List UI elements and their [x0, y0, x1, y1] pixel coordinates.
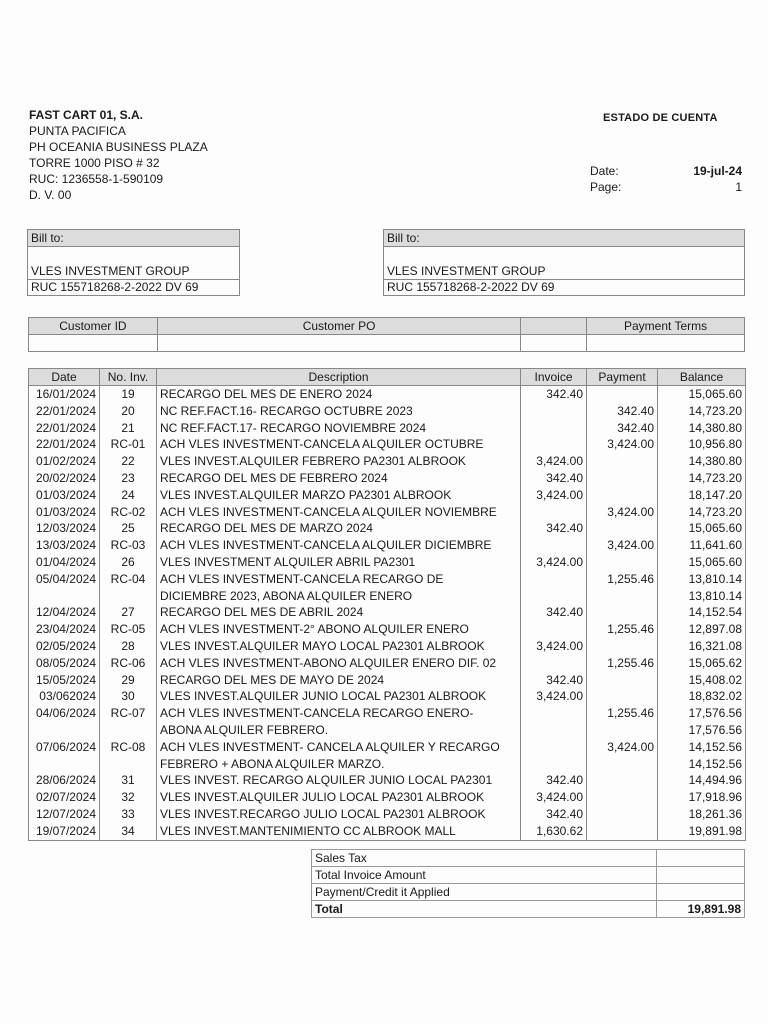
ledger-date: 02/07/2024 [29, 789, 100, 806]
ledger-date: 01/03/2024 [29, 487, 100, 504]
table-row [29, 739, 746, 756]
ledger-date: 16/01/2024 [29, 386, 100, 403]
ledger-invoice-amount: 3,424.00 [521, 487, 587, 504]
ledger-payment-amount [587, 823, 658, 840]
total-invoice-row [312, 867, 745, 884]
ledger-date: 13/03/2024 [29, 537, 100, 554]
ledger-invoice-amount: 342.40 [521, 470, 587, 487]
table-row [29, 504, 746, 521]
table-row [29, 470, 746, 487]
ledger-balance: 17,576.56 [658, 705, 746, 722]
ledger-inv-number: 34 [100, 823, 157, 840]
ledger-balance: 18,261.36 [658, 806, 746, 823]
ledger-inv-number: 28 [100, 638, 157, 655]
company-address-line: TORRE 1000 PISO # 32 [29, 156, 160, 170]
ledger-inv-number: 31 [100, 772, 157, 789]
ledger-invoice-amount: 342.40 [521, 772, 587, 789]
ledger-description: ACH VLES INVESTMENT-2° ABONO ALQUILER ENERO [157, 621, 521, 638]
ledger-description: NC REF.FACT.16- RECARGO OCTUBRE 2023 [157, 403, 521, 420]
company-address-line: PUNTA PACIFICA [29, 124, 126, 138]
table-row [29, 453, 746, 470]
summary-label: Payment/Credit it Applied [312, 884, 657, 901]
ledger-balance: 15,408.02 [658, 672, 746, 689]
ledger-balance: 15,065.60 [658, 554, 746, 571]
ledger-description: VLES INVEST.ALQUILER JULIO LOCAL PA2301 ALBROOK [157, 789, 521, 806]
ledger-payment-amount [587, 487, 658, 504]
table-row [29, 554, 746, 571]
ledger-invoice-amount: 3,424.00 [521, 453, 587, 470]
ledger-balance: 13,810.14 [658, 588, 746, 605]
ledger-description: ACH VLES INVESTMENT-CANCELA RECARGO ENERO- [157, 705, 521, 722]
ledger-description: ACH VLES INVESTMENT- CANCELA ALQUILER Y RECARGO [157, 739, 521, 756]
customer-id-value [29, 335, 158, 352]
customer-po-header: Customer PO [157, 318, 520, 335]
ledger-description: VLES INVEST.ALQUILER MARZO PA2301 ALBROOK [157, 487, 521, 504]
customer-po-value [157, 335, 520, 352]
ledger-payment-amount: 1,255.46 [587, 705, 658, 722]
ledger-date: 15/05/2024 [29, 672, 100, 689]
table-row [29, 588, 746, 605]
ledger-payment-amount [587, 772, 658, 789]
ledger-inv-number [100, 722, 157, 739]
table-row [29, 638, 746, 655]
ledger-invoice-amount [521, 722, 587, 739]
ledger-date: 02/05/2024 [29, 638, 100, 655]
ledger-invoice-amount: 342.40 [521, 386, 587, 403]
ledger-inv-number: 30 [100, 688, 157, 705]
table-row [29, 672, 746, 689]
ledger-balance: 14,723.20 [658, 403, 746, 420]
bill-to-ruc: RUC 155718268-2-2022 DV 69 [384, 280, 744, 296]
ledger-payment-amount [587, 756, 658, 773]
ledger-description: RECARGO DEL MES DE MAYO DE 2024 [157, 672, 521, 689]
ledger-invoice-amount [521, 739, 587, 756]
ledger-inv-number: 26 [100, 554, 157, 571]
ledger-inv-number: 24 [100, 487, 157, 504]
ledger-invoice-amount [521, 621, 587, 638]
ledger-payment-amount: 3,424.00 [587, 504, 658, 521]
ledger-invoice-amount [521, 571, 587, 588]
ledger-description: ACH VLES INVESTMENT-CANCELA ALQUILER NOVIEMBRE [157, 504, 521, 521]
summary-value [657, 884, 745, 901]
ledger-inv-number: 22 [100, 453, 157, 470]
payment-terms-header: Payment Terms [587, 318, 745, 335]
table-row [29, 436, 746, 453]
ledger-payment-amount: 1,255.46 [587, 621, 658, 638]
ledger-description: VLES INVEST.ALQUILER JUNIO LOCAL PA2301 ALBROOK [157, 688, 521, 705]
ledger-date: 23/04/2024 [29, 621, 100, 638]
ledger-payment-amount [587, 520, 658, 537]
ledger-date: 28/06/2024 [29, 772, 100, 789]
table-row [29, 756, 746, 773]
ledger-payment-amount: 3,424.00 [587, 739, 658, 756]
ledger-inv-number: 32 [100, 789, 157, 806]
ledger-date: 12/04/2024 [29, 604, 100, 621]
table-row [29, 688, 746, 705]
table-row [29, 705, 746, 722]
ledger-payment-amount [587, 638, 658, 655]
ledger-date: 19/07/2024 [29, 823, 100, 840]
ledger-inv-number [100, 588, 157, 605]
ledger-balance: 14,380.80 [658, 420, 746, 437]
ledger-payment-amount [587, 470, 658, 487]
summary-label: Total Invoice Amount [312, 867, 657, 884]
ledger-date: 01/04/2024 [29, 554, 100, 571]
document-meta [590, 163, 742, 195]
ledger-invoice-amount [521, 655, 587, 672]
bill-to-box-left [27, 229, 240, 297]
ledger-inv-number: 33 [100, 806, 157, 823]
ledger-payment-amount [587, 672, 658, 689]
customer-id-header: Customer ID [29, 318, 158, 335]
ledger-payment-amount: 3,424.00 [587, 537, 658, 554]
ledger-payment-amount [587, 806, 658, 823]
description-column-header: Description [157, 369, 521, 386]
payment-column-header: Payment [587, 369, 658, 386]
ledger-inv-number: 27 [100, 604, 157, 621]
invoice-column-header: Invoice [521, 369, 587, 386]
ledger-balance: 14,723.20 [658, 470, 746, 487]
ledger-balance: 16,321.08 [658, 638, 746, 655]
ledger-inv-number: RC-07 [100, 705, 157, 722]
payment-credit-row [312, 884, 745, 901]
table-row [29, 823, 746, 840]
ledger-description: VLES INVEST.ALQUILER MAYO LOCAL PA2301 ALBROOK [157, 638, 521, 655]
ledger-inv-number: 23 [100, 470, 157, 487]
ledger-payment-amount: 1,255.46 [587, 571, 658, 588]
ledger-payment-amount [587, 722, 658, 739]
ledger-date: 01/02/2024 [29, 453, 100, 470]
ledger-balance: 15,065.60 [658, 386, 746, 403]
ledger-description: ACH VLES INVESTMENT-CANCELA RECARGO DE [157, 571, 521, 588]
table-row [29, 789, 746, 806]
ledger-description: VLES INVESTMENT ALQUILER ABRIL PA2301 [157, 554, 521, 571]
ledger-payment-amount [587, 453, 658, 470]
ledger-balance: 10,956.80 [658, 436, 746, 453]
ledger-description: ABONA ALQUILER FEBRERO. [157, 722, 521, 739]
ledger-inv-number: RC-03 [100, 537, 157, 554]
ledger-table [28, 368, 746, 841]
ledger-balance: 19,891.98 [658, 823, 746, 840]
ledger-payment-amount: 1,255.46 [587, 655, 658, 672]
ledger-balance: 12,897.08 [658, 621, 746, 638]
page-label: Page: [590, 180, 622, 194]
company-name: FAST CART 01, S.A. [29, 108, 144, 122]
ledger-balance: 14,152.54 [658, 604, 746, 621]
summary-value [657, 850, 745, 867]
ledger-inv-number: 21 [100, 420, 157, 437]
ledger-description: ACH VLES INVESTMENT-CANCELA ALQUILER OCTUBRE [157, 436, 521, 453]
ledger-balance: 17,576.56 [658, 722, 746, 739]
bill-to-name: VLES INVESTMENT GROUP [384, 264, 744, 280]
company-dv: D. V. 00 [29, 188, 72, 202]
ledger-description: RECARGO DEL MES DE ENERO 2024 [157, 386, 521, 403]
ledger-description: NC REF.FACT.17- RECARGO NOVIEMBRE 2024 [157, 420, 521, 437]
table-row [29, 571, 746, 588]
ledger-description: VLES INVEST.ALQUILER FEBRERO PA2301 ALBROOK [157, 453, 521, 470]
balance-column-header: Balance [658, 369, 746, 386]
ledger-balance: 18,147.20 [658, 487, 746, 504]
ledger-inv-number: 25 [100, 520, 157, 537]
ledger-invoice-amount: 3,424.00 [521, 688, 587, 705]
ledger-date: 01/03/2024 [29, 504, 100, 521]
ledger-invoice-amount: 3,424.00 [521, 638, 587, 655]
ledger-inv-number: RC-08 [100, 739, 157, 756]
ledger-description: RECARGO DEL MES DE FEBRERO 2024 [157, 470, 521, 487]
bill-to-header: Bill to: [383, 229, 745, 247]
ledger-inv-number: RC-06 [100, 655, 157, 672]
ledger-invoice-amount: 342.40 [521, 604, 587, 621]
table-row [29, 621, 746, 638]
ledger-invoice-amount [521, 420, 587, 437]
ledger-inv-number [100, 756, 157, 773]
ledger-date [29, 722, 100, 739]
ledger-balance: 14,494.96 [658, 772, 746, 789]
ledger-inv-number: RC-05 [100, 621, 157, 638]
bill-to-box-right [383, 229, 745, 297]
ledger-payment-amount [587, 554, 658, 571]
ledger-date: 22/01/2024 [29, 403, 100, 420]
payment-terms-value [587, 335, 745, 352]
ledger-payment-amount [587, 688, 658, 705]
ledger-date: 08/05/2024 [29, 655, 100, 672]
ledger-invoice-amount: 342.40 [521, 520, 587, 537]
table-row [29, 604, 746, 621]
ledger-inv-number: RC-01 [100, 436, 157, 453]
total-label: Total [312, 901, 657, 918]
ledger-payment-amount [587, 588, 658, 605]
total-value: 19,891.98 [657, 901, 745, 918]
ledger-invoice-amount [521, 756, 587, 773]
ledger-payment-amount [587, 789, 658, 806]
ledger-balance: 18,832.02 [658, 688, 746, 705]
company-ruc: RUC: 1236558-1-590109 [29, 172, 164, 186]
ledger-date: 03/062024 [29, 688, 100, 705]
table-row [29, 655, 746, 672]
ledger-invoice-amount [521, 705, 587, 722]
ledger-balance: 14,380.80 [658, 453, 746, 470]
summary-value [657, 867, 745, 884]
date-value: 19-jul-24 [693, 164, 742, 178]
ledger-invoice-amount [521, 537, 587, 554]
summary-label: Sales Tax [312, 850, 657, 867]
ledger-payment-amount [587, 386, 658, 403]
table-row [29, 806, 746, 823]
ledger-payment-amount [587, 604, 658, 621]
ledger-description: FEBRERO + ABONA ALQUILER MARZO. [157, 756, 521, 773]
ledger-balance: 15,065.62 [658, 655, 746, 672]
ledger-invoice-amount: 342.40 [521, 806, 587, 823]
ledger-date: 22/01/2024 [29, 436, 100, 453]
ledger-description: VLES INVEST.MANTENIMIENTO CC ALBROOK MALL [157, 823, 521, 840]
ledger-payment-amount: 342.40 [587, 403, 658, 420]
bill-to-name: VLES INVESTMENT GROUP [28, 264, 239, 280]
ledger-description: RECARGO DEL MES DE MARZO 2024 [157, 520, 521, 537]
ledger-inv-number: 20 [100, 403, 157, 420]
customer-info-table [28, 317, 745, 352]
ledger-balance: 11,641.60 [658, 537, 746, 554]
ledger-balance: 14,152.56 [658, 756, 746, 773]
ledger-date: 05/04/2024 [29, 571, 100, 588]
ledger-invoice-amount [521, 588, 587, 605]
ledger-date: 07/06/2024 [29, 739, 100, 756]
table-row [29, 772, 746, 789]
ledger-inv-number: RC-02 [100, 504, 157, 521]
bill-to-ruc: RUC 155718268-2-2022 DV 69 [28, 280, 239, 296]
ledger-description: DICIEMBRE 2023, ABONA ALQUILER ENERO [157, 588, 521, 605]
summary-table [311, 849, 745, 918]
ledger-date: 12/07/2024 [29, 806, 100, 823]
ledger-date: 12/03/2024 [29, 520, 100, 537]
ledger-date: 22/01/2024 [29, 420, 100, 437]
table-row [29, 420, 746, 437]
ledger-description: VLES INVEST. RECARGO ALQUILER JUNIO LOCAL PA2301 [157, 772, 521, 789]
table-row [29, 386, 746, 403]
ledger-balance: 14,723.20 [658, 504, 746, 521]
ledger-payment-amount: 342.40 [587, 420, 658, 437]
ledger-balance: 17,918.96 [658, 789, 746, 806]
ledger-invoice-amount: 3,424.00 [521, 554, 587, 571]
company-address-line: PH OCEANIA BUSINESS PLAZA [29, 140, 208, 154]
ledger-balance: 14,152.56 [658, 739, 746, 756]
ledger-balance: 13,810.14 [658, 571, 746, 588]
ledger-inv-number: 19 [100, 386, 157, 403]
page-value: 1 [735, 180, 742, 194]
ledger-date: 04/06/2024 [29, 705, 100, 722]
table-row [29, 520, 746, 537]
ledger-description: ACH VLES INVESTMENT-CANCELA ALQUILER DICIEMBRE [157, 537, 521, 554]
date-column-header: Date [29, 369, 100, 386]
table-row [29, 403, 746, 420]
no-inv-column-header: No. Inv. [100, 369, 157, 386]
table-row [29, 722, 746, 739]
ledger-description: VLES INVEST.RECARGO JULIO LOCAL PA2301 ALBROOK [157, 806, 521, 823]
ledger-invoice-amount: 3,424.00 [521, 789, 587, 806]
ledger-payment-amount: 3,424.00 [587, 436, 658, 453]
bill-to-header: Bill to: [27, 229, 240, 247]
ledger-invoice-amount [521, 436, 587, 453]
ledger-invoice-amount: 342.40 [521, 672, 587, 689]
ledger-invoice-amount [521, 403, 587, 420]
date-label: Date: [590, 164, 619, 178]
ledger-invoice-amount: 1,630.62 [521, 823, 587, 840]
sales-tax-row [312, 850, 745, 867]
ledger-inv-number: RC-04 [100, 571, 157, 588]
ledger-balance: 15,065.60 [658, 520, 746, 537]
ledger-description: RECARGO DEL MES DE ABRIL 2024 [157, 604, 521, 621]
ledger-date [29, 756, 100, 773]
table-row [29, 487, 746, 504]
total-row [312, 901, 745, 918]
document-title: ESTADO DE CUENTA [603, 112, 718, 124]
ledger-invoice-amount [521, 504, 587, 521]
ledger-description: ACH VLES INVESTMENT-ABONO ALQUILER ENERO DIF. 02 [157, 655, 521, 672]
ledger-date: 20/02/2024 [29, 470, 100, 487]
ledger-date [29, 588, 100, 605]
table-row [29, 537, 746, 554]
ledger-header-row [29, 369, 746, 386]
company-block [29, 107, 208, 203]
ledger-inv-number: 29 [100, 672, 157, 689]
